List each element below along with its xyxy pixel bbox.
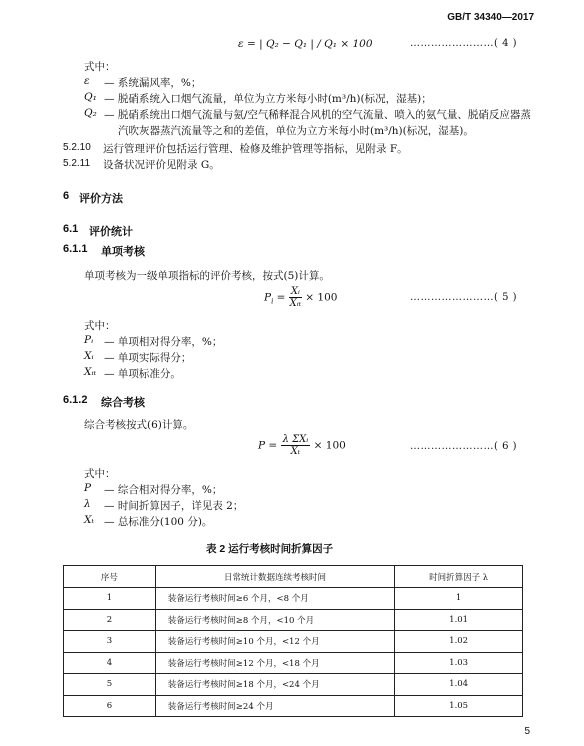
symbol: Q₂ [84, 107, 97, 119]
symbol-definition [84, 91, 432, 105]
clause-number: 5.2.11 [63, 158, 91, 169]
equation-5: $P_i$ = $\frac{\text{Xᵢ}}{\text{Xᵢₜ}}$ × 100 [264, 286, 338, 309]
equation-6-number: ……………………( 6 ) [410, 441, 518, 452]
cell-index: 3 [64, 631, 156, 653]
cell-duration: 装备运行考核时间≥10 个月，<12 个月 [155, 631, 394, 653]
cell-factor: 1 [395, 588, 523, 610]
cell-factor: 1.03 [395, 652, 523, 674]
symbol: λ [84, 498, 91, 510]
table-row [64, 674, 523, 696]
definition: — 单项实际得分； [104, 352, 192, 364]
section-6-1-heading [63, 223, 133, 238]
table-row [64, 588, 523, 610]
symbol-definition [84, 334, 223, 348]
paragraph-6-1-1: 单项考核为一级单项指标的评价考核，按式(5)计算。 [84, 270, 330, 282]
cell-duration: 装备运行考核时间≥12 个月，<18 个月 [155, 652, 394, 674]
cell-factor: 1.02 [395, 631, 523, 653]
cell-index: 1 [64, 588, 156, 610]
symbol-definition [84, 75, 202, 89]
definition: — 时间折算因子，详见表 2； [104, 500, 244, 512]
section-number: 6.1 [63, 223, 79, 235]
definition: — 单项标准分。 [104, 368, 181, 380]
section-number: 6.1.2 [63, 394, 88, 406]
symbol: Xₜ [84, 514, 95, 526]
equation-4-number: ……………………( 4 ) [410, 38, 518, 49]
symbol: P [84, 482, 92, 494]
symbol-definition [84, 514, 213, 528]
section-number: 6 [63, 190, 70, 202]
cell-duration: 装备运行考核时间≥24 个月 [155, 695, 394, 717]
table-header-row [64, 566, 523, 588]
where-label: 式中： [84, 320, 116, 332]
definition: — 总标准分(100 分)。 [104, 516, 213, 528]
table-row [64, 609, 523, 631]
clause-number: 5.2.10 [63, 142, 91, 153]
equation-5-number: ……………………( 5 ) [410, 292, 518, 303]
equation-lhs: P [264, 291, 272, 304]
table-row [64, 631, 523, 653]
clause-5-2-10 [63, 141, 408, 155]
definition: — 系统漏风率，%； [104, 77, 202, 89]
cell-factor: 1.04 [395, 674, 523, 696]
symbol-definition [84, 498, 244, 512]
symbol-definition [84, 350, 192, 364]
section-title: 综合考核 [101, 397, 145, 409]
lhs-subscript: i [271, 297, 274, 306]
symbol: ε [84, 75, 90, 87]
cell-index: 6 [64, 695, 156, 717]
section-6-1-1-heading [63, 243, 145, 258]
equation-lhs: P [258, 439, 266, 452]
clause-text: 运行管理评价包括运行管理、检修及维护管理等指标，见附录 F。 [103, 143, 408, 155]
symbol: Xᵢ [84, 350, 94, 362]
equation-rhs: × 100 [305, 291, 338, 304]
where-label: 式中： [84, 61, 116, 73]
table-row [64, 652, 523, 674]
cell-factor: 1.05 [395, 695, 523, 717]
denominator: Xᵢₜ [289, 298, 302, 309]
equation-rhs: × 100 [313, 439, 346, 452]
section-number: 6.1.1 [63, 243, 88, 255]
equation-6: P = $\frac{\text{λ ΣXᵢ}}{\text{Xₜ}}$ × 100 [258, 434, 346, 457]
symbol-definition [84, 482, 223, 496]
cell-index: 4 [64, 652, 156, 674]
definition-continuation: 汽吹灰器蒸汽流量等之和的差值，单位为立方米每小时(m³/h)(标况，湿基)。 [118, 125, 474, 137]
clause-text: 设备状况评价见附录 G。 [103, 159, 220, 171]
where-label: 式中： [84, 468, 116, 480]
page-number: 5 [524, 726, 530, 737]
symbol-definition [84, 366, 181, 380]
clause-5-2-11 [63, 157, 220, 171]
section-6-heading [63, 190, 123, 205]
column-header-duration: 日常统计数据连续考核时间 [155, 566, 394, 588]
section-title: 评价方法 [79, 193, 123, 205]
denominator: Xₜ [290, 446, 301, 457]
cell-duration: 装备运行考核时间≥18 个月，<24 个月 [155, 674, 394, 696]
symbol-definition [84, 107, 531, 121]
paragraph-6-1-2: 综合考核按式(6)计算。 [84, 419, 194, 431]
equation-4: ε = | Q₂ − Q₁ | / Q₁ × 100 [238, 38, 373, 50]
fraction [281, 434, 311, 457]
symbol: Pᵢ [84, 334, 94, 346]
cell-duration: 装备运行考核时间≥8 个月，<10 个月 [155, 609, 394, 631]
fraction [289, 286, 302, 309]
definition: — 脱硝系统出口烟气流量与氨/空气稀释混合风机的空气流量、喷入的氨气量、脱硝反应器蒸 [104, 109, 531, 121]
cell-index: 5 [64, 674, 156, 696]
definition: — 单项相对得分率，%； [104, 336, 223, 348]
symbol: Xᵢₜ [84, 366, 97, 378]
cell-duration: 装备运行考核时间≥6 个月，<8 个月 [155, 588, 394, 610]
section-6-1-2-heading [63, 394, 145, 409]
numerator: λ ΣXᵢ [282, 434, 309, 445]
cell-factor: 1.01 [395, 609, 523, 631]
table-2 [63, 565, 523, 717]
section-title: 评价统计 [89, 226, 133, 238]
column-header-factor: 时间折算因子 λ [395, 566, 523, 588]
definition: — 脱硝系统入口烟气流量，单位为立方米每小时(m³/h)(标况，湿基)； [104, 93, 432, 105]
section-title: 单项考核 [101, 246, 145, 258]
table-2-caption: 表 2 运行考核时间折算因子 [206, 543, 334, 555]
standard-number: GB/T 34340—2017 [447, 12, 534, 23]
cell-index: 2 [64, 609, 156, 631]
symbol: Q₁ [84, 91, 97, 103]
table-row [64, 695, 523, 717]
column-header-index: 序号 [64, 566, 156, 588]
definition: — 综合相对得分率，%； [104, 484, 223, 496]
numerator: Xᵢ [290, 286, 300, 297]
